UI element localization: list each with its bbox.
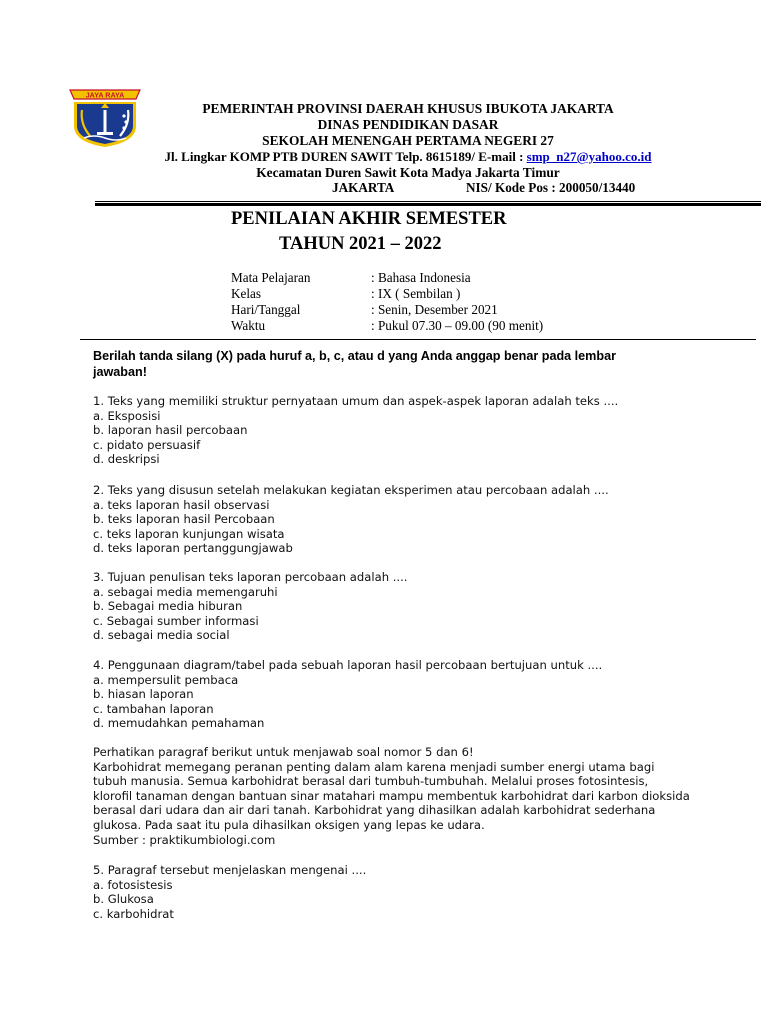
header-school-name: SEKOLAH MENENGAH PERTAMA NEGERI 27 [262, 133, 554, 148]
info-label: Waktu [231, 318, 266, 333]
question-1 [93, 394, 618, 467]
instructions [93, 348, 693, 380]
question-text: 2. Teks yang disusun setelah melakukan kegiatan eksperimen atau percobaan adalah .... [93, 483, 609, 497]
passage-line: glukosa. Pada saat itu pula dihasilkan oksigen yang lepas ke udara. [93, 817, 485, 832]
option: c. pidato persuasif [93, 437, 201, 452]
header-district: Kecamatan Duren Sawit Kota Madya Jakarta Timur [256, 165, 560, 180]
info-row-date [231, 302, 631, 318]
passage-line: tubuh manusia. Semua karbohidrat berasal dari tumbuh-tumbuhah. Melalui proses fotosintesis, [93, 774, 649, 789]
option: a. mempersulit pembaca [93, 672, 239, 687]
option: c. karbohidrat [93, 906, 174, 921]
instructions-line: Berilah tanda silang (X) pada huruf a, b, c, atau d yang Anda anggap benar pada lembar [93, 349, 616, 363]
passage-line: Perhatikan paragraf berikut untuk menjawab soal nomor 5 dan 6! [93, 745, 474, 759]
logo-text: JAYA RAYA [85, 90, 125, 100]
question-3 [93, 570, 407, 643]
header-nis: NIS/ Kode Pos : 200050/13440 [466, 180, 636, 195]
header-address-text: Jl. Lingkar KOMP PTB DUREN SAWIT Telp. 8615189/ E-mail : [164, 149, 524, 164]
question-text: 5. Paragraf tersebut menjelaskan mengenai .... [93, 863, 367, 877]
passage-line: Karbohidrat memegang peranan penting dalam alam karena menjadi sumber energi utama bagi [93, 759, 655, 774]
passage-source: Sumber : praktikumbiologi.com [93, 832, 276, 847]
option: c. teks laporan kunjungan wisata [93, 526, 285, 541]
option: b. teks laporan hasil Percobaan [93, 512, 275, 527]
option: b. laporan hasil percobaan [93, 423, 248, 438]
info-value: : Bahasa Indonesia [371, 270, 471, 285]
info-label: Mata Pelajaran [231, 270, 311, 285]
exam-info [231, 270, 651, 336]
info-label: Hari/Tanggal [231, 302, 301, 317]
question-text: 3. Tujuan penulisan teks laporan percobaan adalah .... [93, 570, 408, 584]
option: a. Eksposisi [93, 408, 161, 423]
option: b. hiasan laporan [93, 687, 194, 702]
option: d. deskripsi [93, 452, 160, 467]
question-2 [93, 483, 609, 556]
option: c. tambahan laporan [93, 701, 214, 716]
info-row-subject [231, 270, 631, 286]
exam-year: TAHUN 2021 – 2022 [279, 234, 442, 254]
question-5 [93, 863, 366, 921]
header-divider-thin [95, 201, 761, 202]
option: d. sebagai media social [93, 628, 230, 643]
header-address [108, 149, 708, 165]
option: c. Sebagai sumber informasi [93, 613, 259, 628]
info-value: : Pukul 07.30 – 09.00 (90 menit) [371, 318, 544, 333]
question-4 [93, 658, 602, 731]
option: a. sebagai media memengaruhi [93, 584, 278, 599]
option: d. memudahkan pemahaman [93, 716, 265, 731]
option: d. teks laporan pertanggungjawab [93, 541, 293, 556]
option: a. fotosistesis [93, 877, 173, 892]
instructions-line: jawaban! [93, 365, 147, 379]
info-value: : IX ( Sembilan ) [371, 286, 461, 301]
passage-line: klorofil tanaman dengan bantuan sinar matahari mampu membentuk karbohidrat dari karbon dioksida [93, 788, 690, 803]
header-city: JAKARTA [332, 180, 395, 195]
info-label: Kelas [231, 286, 262, 301]
header-department: DINAS PENDIDIKAN DASAR [317, 117, 499, 132]
info-value: : Senin, Desember 2021 [371, 302, 498, 317]
header-divider-thick [95, 203, 761, 206]
header-government: PEMERINTAH PROVINSI DAERAH KHUSUS IBUKOTA JAKARTA [202, 101, 614, 116]
header-email-link[interactable]: smp_n27@yahoo.co.id [526, 149, 652, 164]
question-text: 1. Teks yang memiliki struktur pernyataan umum dan aspek-aspek laporan adalah teks .... [93, 394, 619, 408]
option: a. teks laporan hasil observasi [93, 497, 270, 512]
passage-line: berasal dari udara dan air dari tanah. Karbohidrat yang dihasilkan adalah karbohidrat sederhana [93, 803, 656, 818]
question-text: 4. Penggunaan diagram/tabel pada sebuah laporan hasil percobaan bertujuan untuk .... [93, 658, 603, 672]
option: b. Sebagai media hiburan [93, 599, 243, 614]
reading-passage [93, 745, 690, 847]
info-row-time [231, 318, 631, 334]
option: b. Glukosa [93, 892, 154, 907]
section-divider [80, 339, 756, 340]
exam-title: PENILAIAN AKHIR SEMESTER [231, 209, 507, 229]
info-row-class [231, 286, 631, 302]
